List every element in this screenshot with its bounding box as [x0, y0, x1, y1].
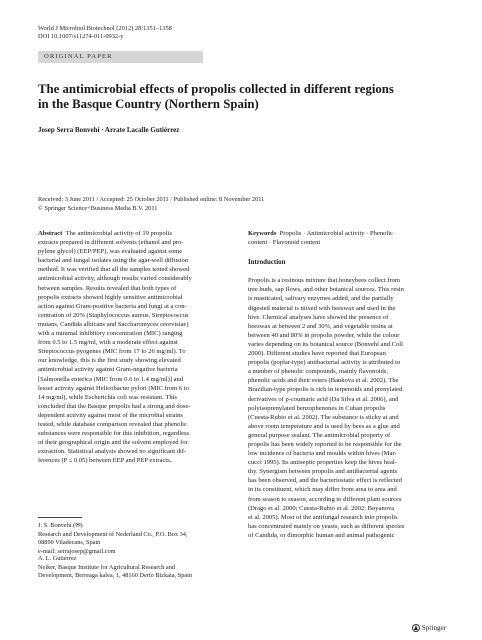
body-line: Brazilian-type propolis is rich in terpenoids and prenylated — [248, 386, 403, 394]
copyright-line: © Springer Science+Business Media B.V. 2011 — [38, 204, 158, 212]
body-line: propolis has been widely reported to be responsible for the — [248, 440, 402, 448]
body-line: beeswax at between 2 and 30%, and vegetable resins at — [248, 322, 393, 330]
dates-line: Received: 3 June 2011 / Accepted: 25 October 2011 / Published online: 8 November 2011 — [38, 196, 265, 203]
abstract-line: [Salmonella enterica (MIC from 0.6 to 1.4 mg/ml)] and — [38, 375, 184, 383]
abstract-line: lesser activity against Helicobacter pylori (MIC from 6 to — [38, 384, 189, 392]
abstract-line: from 0.5 to 1.5 mg/ml, with a moderate effect against — [38, 339, 178, 347]
body-line: low incidence of bacteria and moulds within hives (Mar- — [248, 450, 397, 458]
body-line: digested material is mixed with beeswax and used in the — [248, 304, 396, 312]
body-line: phenolic acids and their esters (Bankova et al. 2002). The — [248, 377, 399, 385]
body-line: in its constituent, which may differ from area to area and — [248, 486, 397, 494]
abstract-line: Streptococcus pyogenes (MIC from 17 to 26 mg/ml). To — [38, 348, 186, 356]
body-line: has concentrated mainly on yeasts, such as different species — [248, 522, 405, 530]
title-line: in the Basque Country (Northern Spain) — [38, 97, 259, 111]
affiliation-line: Development, Berreaga kalea, 1, 48160 Derio Bizkaia, Spain — [38, 572, 193, 580]
abstract-line: concluded that the Basque propolis had a strong and dose- — [38, 402, 191, 410]
article-type-banner: ORIGINAL PAPER — [38, 51, 203, 63]
affiliation-line: J. S. Bonvehí (✉) — [38, 522, 83, 529]
body-line: (Drago et al. 2000; Cuesta-Rubio et al. 2002; Boyanova — [248, 504, 395, 512]
author-list: Josep Serra Bonvehí · Arrate Lacalle Gutiérrez — [38, 126, 180, 134]
left-column — [38, 229, 234, 465]
body-line: et al. 2005). Most of the antifungal research into propolis — [248, 513, 398, 521]
body-line: 2000). Different studies have reported that European — [248, 350, 386, 358]
keywords-line: Keywords Propolis · Antimicrobial activity · Phenolic — [248, 230, 393, 237]
body-line: thy. Synergism between propolis and antibacterial agents — [248, 468, 398, 476]
affiliation-line: 08890 Viladecans, Spain — [38, 539, 101, 547]
keywords — [248, 229, 444, 247]
abstract-line: between samples. Results revealed that both types of — [38, 284, 177, 292]
abstract-line: pylene glycol) (EEP/PEP), was evaluated against some — [38, 248, 183, 256]
abstract — [38, 229, 234, 465]
affiliation-line: A. L. Gutiérrez — [38, 555, 77, 562]
abstract-line: method. It was verified that all the samples tested showed — [38, 266, 190, 274]
abstract-line: extracts prepared in different solvents (ethanol and pro- — [38, 239, 184, 247]
keywords-label: Keywords — [248, 230, 277, 237]
abstract-line: propolis extracts showed highly sensitive antimicrobial — [38, 293, 183, 301]
body-line: polyisoprenylated benzophenones in Cuban propolis — [248, 404, 386, 412]
abstract-line: our knowledge, this is the first study showing elevated — [38, 357, 181, 365]
title-line: The antimicrobial effects of propolis collected in different regions — [38, 82, 394, 96]
body-line: propolis (poplar-type) antibacterial activity is attributed to — [248, 359, 401, 367]
paper-title — [38, 82, 438, 112]
section-heading-introduction: Introduction — [248, 259, 286, 267]
right-column — [248, 229, 444, 540]
doi-line: DOI 10.1007/s11274-011-0932-y — [38, 33, 124, 41]
body-line: (Cuesta-Rubio et al. 2002). The substance is sticky at and — [248, 413, 399, 421]
abstract-line: centration of 20% (Staphylococcus aureus, Streptococcus — [38, 311, 189, 319]
body-line: from season to season, according to different plant sources — [248, 495, 402, 503]
abstract-line: 14 mg/ml), while Escherichia coli was resistant. This — [38, 393, 177, 401]
body-line: is masticated, salivary enzymes added, and the partially — [248, 295, 394, 303]
affiliation-2 — [38, 555, 238, 581]
abstract-line: action against Gram-positive bacteria and fungi at a con- — [38, 302, 187, 310]
body-line: tree buds, sap flows, and other botanical sources. This resin — [248, 286, 404, 294]
body-line: a number of phenolic compounds, mainly flavonoids, — [248, 368, 389, 376]
abstract-line: mutans, Candida albicans and Saccharomyces cerevisiae) — [38, 320, 189, 328]
affiliation-line: Neiker, Basque Institute for Agricultural Research and — [38, 563, 176, 571]
body-line: has been observed, and the bacteriostatic effect is reflected — [248, 477, 402, 485]
abstract-line: Abstract The antimicrobial activity of 19 propolis — [38, 230, 173, 237]
body-line: above room temperature and is used by bees as a glue and — [248, 422, 400, 430]
abstract-line: antimicrobial activity, although results varied considerably — [38, 275, 192, 283]
affiliation-1 — [38, 522, 238, 556]
body-line: between 40 and 80% in propolis powder, while the colour — [248, 331, 400, 339]
body-line: varies depending on its botanical source (Bonvehí and Coll — [248, 340, 403, 348]
keywords-line: content · Flavonoid content — [248, 239, 321, 247]
abstract-line: extraction. Statistical analysis showed no significant dif- — [38, 448, 187, 456]
body-line: general purpose sealant. The antimicrobial property of — [248, 431, 391, 439]
body-line: hive. Chemical analyses have showed the presence of — [248, 313, 389, 321]
body-line: of Candida, or dimorphic human and animal pathogenic — [248, 531, 395, 539]
introduction-body — [248, 276, 444, 540]
abstract-line: substances were responsible for this inhibition, regardless — [38, 430, 190, 438]
journal-line: World J Microbiol Biotechnol (2012) 28:1351–1358 — [38, 25, 172, 32]
abstract-line: with a minimal inhibitory concentration (MIC) ranging — [38, 330, 183, 338]
abstract-line: of their geographical origin and the solvent employed for — [38, 439, 188, 447]
publisher-name: Springer — [421, 624, 446, 632]
body-line: cucci 1995). Its antiseptic properties keep the hives heal- — [248, 459, 397, 467]
abstract-line: tested, while database comparison revealed that phenolic — [38, 420, 187, 428]
abstract-line: dependent activity against most of the microbial strains — [38, 411, 183, 419]
affiliation-line: Research and Development of Nederland Co., P.O. Box 34, — [38, 530, 188, 538]
footnote-divider — [38, 517, 82, 518]
body-line: Propolis is a resinous mixture that honeybees collect from — [248, 277, 401, 285]
body-line: derivatives of p-coumaric acid (Da Silva et al. 2006), and — [248, 395, 399, 403]
journal-citation — [38, 25, 172, 42]
springer-logo-icon: ♟ — [413, 626, 419, 632]
publisher-footer — [412, 624, 446, 632]
abstract-line: ferences (P ≤ 0.05) between EEP and PEP extracts. — [38, 457, 172, 465]
email-link[interactable]: e-mail: serrajosep@gmail.com — [38, 547, 116, 555]
abstract-line: antimicrobial activity against Gram-negative bacteria — [38, 366, 178, 374]
abstract-line: bacterial and fungal isolates using the agar-well diffusion — [38, 257, 189, 265]
publication-dates — [38, 196, 264, 213]
abstract-label: Abstract — [38, 230, 63, 237]
